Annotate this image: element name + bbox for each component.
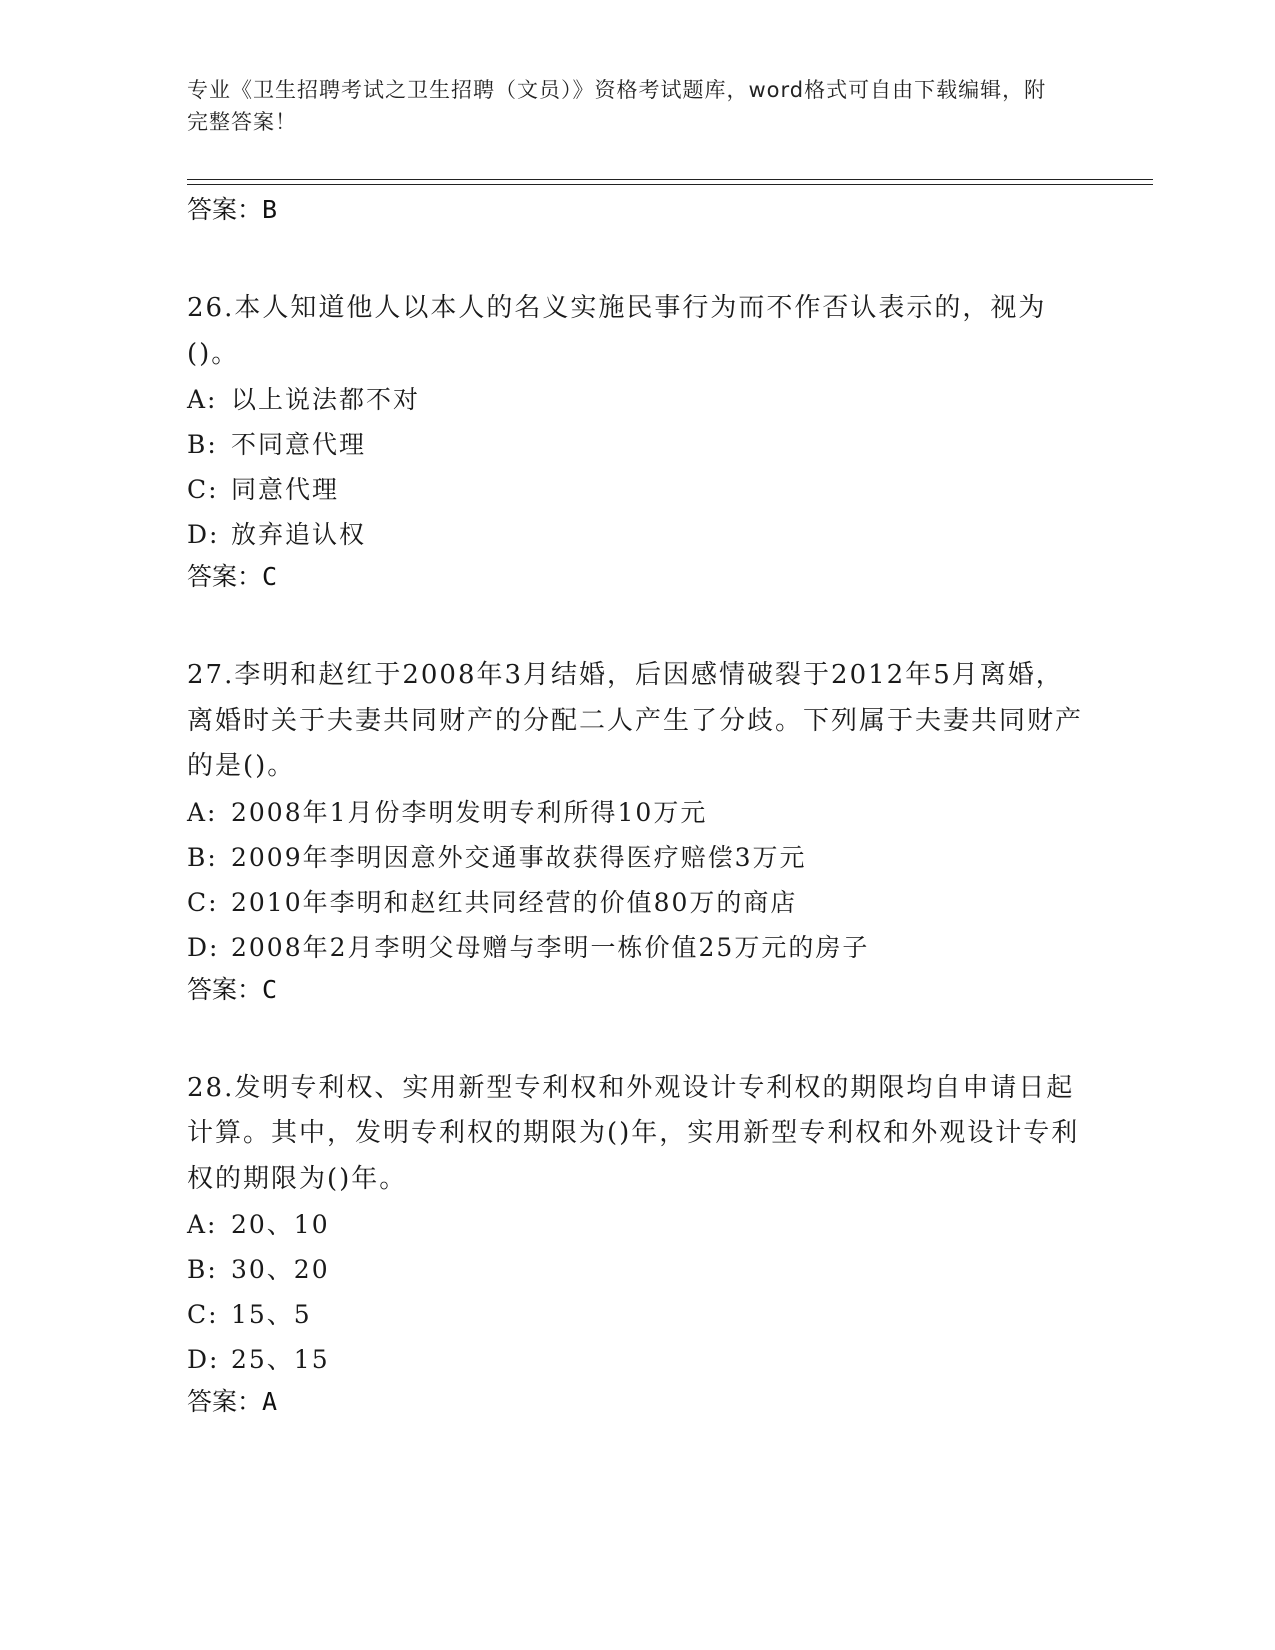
answer-label: 答案：: [187, 974, 263, 1004]
option-a: [187, 377, 1087, 422]
option-key: D:: [187, 520, 220, 549]
option-a: [187, 1202, 1087, 1247]
option-key: C:: [187, 887, 219, 917]
option-b: [187, 422, 1087, 467]
option-list: [187, 1202, 1087, 1382]
option-key: C:: [187, 475, 219, 504]
answer-line: [187, 1382, 1087, 1422]
option-d: [187, 925, 1087, 970]
answer-value: B: [262, 195, 278, 224]
answer-label: 答案：: [187, 195, 263, 224]
answer-value: C: [262, 974, 278, 1004]
option-key: B:: [187, 842, 218, 872]
option-b: [187, 1247, 1087, 1292]
option-text: 20、10: [231, 1210, 330, 1239]
option-key: A:: [187, 385, 218, 414]
answer-line: [187, 970, 1087, 1010]
option-text: 不同意代理: [231, 430, 367, 459]
header-rule-top: [187, 179, 1153, 180]
option-text: 25、15: [231, 1345, 330, 1374]
option-d: [187, 1337, 1087, 1382]
option-key: B:: [187, 1255, 218, 1284]
option-key: D:: [187, 932, 220, 962]
option-d: [187, 512, 1087, 557]
answer-value: C: [262, 562, 278, 591]
option-key: B:: [187, 430, 218, 459]
document-header: 专业《卫生招聘考试之卫生招聘（文员）》资格考试题库，word格式可自由下载编辑，附完整答案！: [187, 78, 1047, 134]
header-rule-bottom: [187, 184, 1153, 185]
option-list: [187, 377, 1087, 557]
option-text: 15、5: [231, 1300, 312, 1329]
option-text: 2008年2月李明父母赠与李明一栋价值25万元的房子: [231, 932, 870, 962]
question-item: [187, 1066, 1087, 1423]
option-c: [187, 1292, 1087, 1337]
answer-line: [187, 557, 1087, 597]
option-text: 放弃追认权: [231, 520, 367, 549]
option-text: 同意代理: [231, 475, 340, 504]
option-text: 2008年1月份李明发明专利所得10万元: [231, 797, 708, 827]
question-stem: 26.本人知道他人以本人的名义实施民事行为而不作否认表示的，视为()。: [187, 293, 1047, 369]
option-text: 30、20: [231, 1255, 330, 1284]
question-stem: 28.发明专利权、实用新型专利权和外观设计专利权的期限均自申请日起计算。其中，发明专利权的期限为()年，实用新型专利权和外观设计专利权的期限为()年。: [187, 1072, 1080, 1194]
option-key: C:: [187, 1300, 219, 1329]
option-c: [187, 467, 1087, 512]
option-text: 2009年李明因意外交通事故获得医疗赔偿3万元: [231, 842, 807, 872]
option-text: 2010年李明和赵红共同经营的价值80万的商店: [231, 887, 798, 917]
option-a: [187, 790, 1087, 835]
option-list: [187, 790, 1087, 970]
option-key: D:: [187, 1345, 220, 1374]
option-key: A:: [187, 1210, 218, 1239]
answer-line: [187, 190, 1087, 230]
question-item: [187, 653, 1087, 1010]
question-list: [187, 190, 1087, 1422]
answer-label: 答案：: [187, 1387, 263, 1416]
answer-label: 答案：: [187, 562, 263, 591]
option-b: [187, 835, 1087, 880]
answer-value: A: [262, 1387, 278, 1416]
option-key: A:: [187, 797, 218, 827]
option-text: 以上说法都不对: [231, 385, 421, 414]
question-stem: 27.李明和赵红于2008年3月结婚，后因感情破裂于2012年5月离婚，离婚时关于夫妻共同财产的分配二人产生了分歧。下列属于夫妻共同财产的是()。: [187, 660, 1084, 781]
question-item: [187, 286, 1087, 597]
option-c: [187, 880, 1087, 925]
